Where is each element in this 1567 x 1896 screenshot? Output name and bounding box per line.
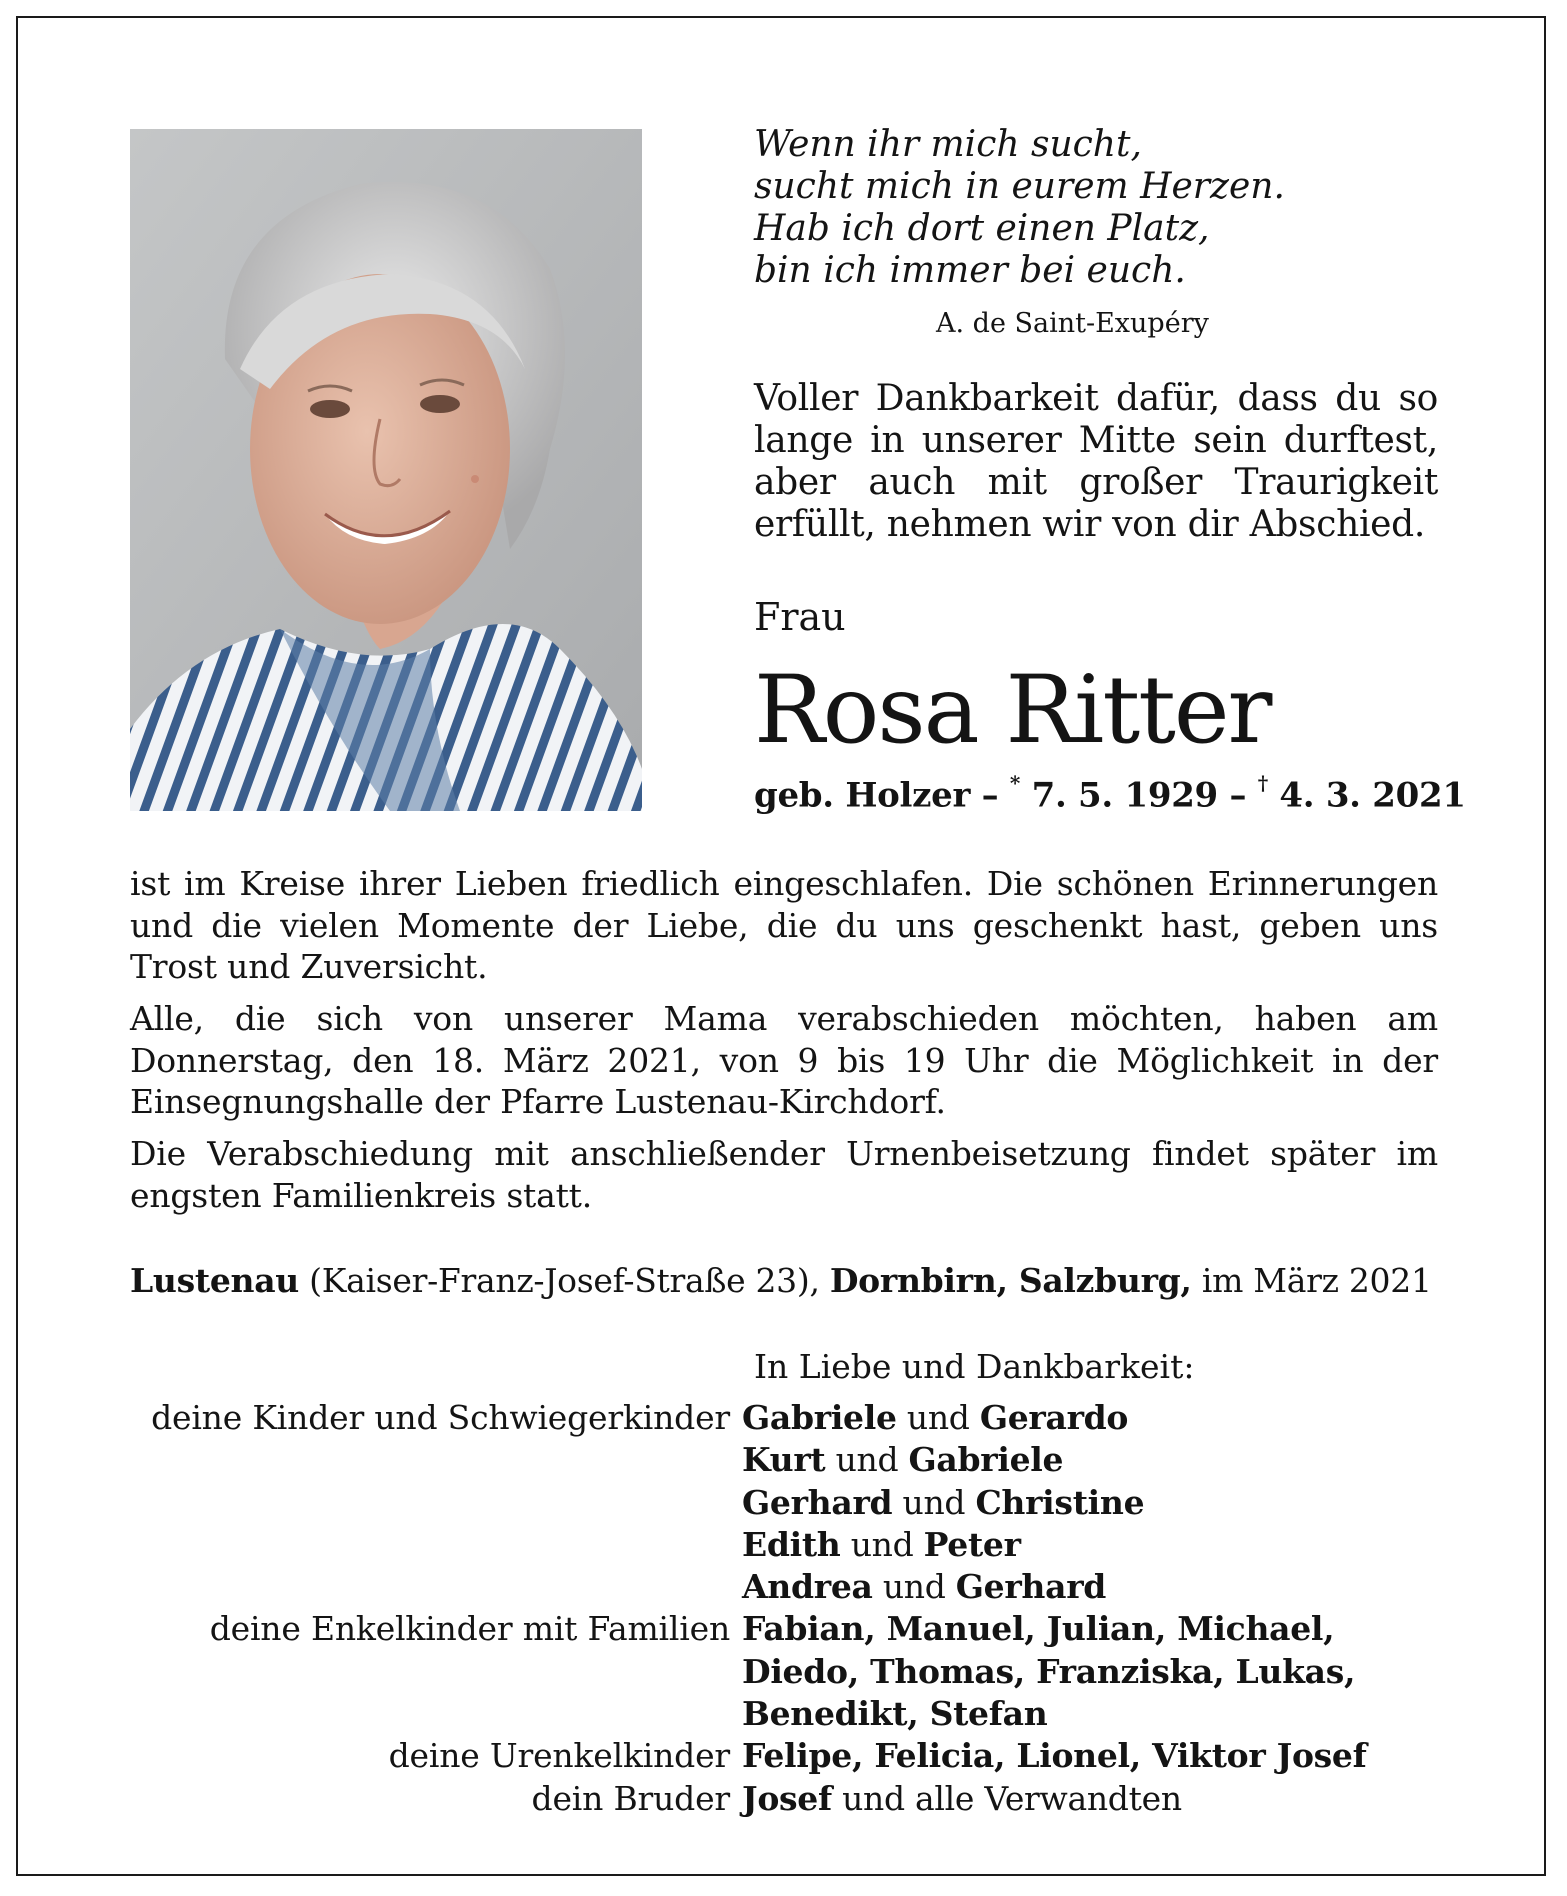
salutation: Frau bbox=[754, 595, 846, 639]
mourners-row bbox=[100, 1482, 1460, 1524]
poem bbox=[754, 124, 1438, 292]
relation-label: deine Urenkelkinder bbox=[388, 1736, 730, 1776]
paragraph-viewing: Alle, die sich von unserer Mama verabschieden möchten, haben am Donnerstag, den 18. März 2021, von 9 bis 19 Uhr die Möglichkeit in der Einsegnungshalle der Pfarre Lustenau-Kirchdorf. bbox=[130, 999, 1438, 1121]
location-date-line bbox=[130, 1261, 1438, 1300]
mourners-row bbox=[100, 1524, 1460, 1566]
portrait-illustration bbox=[130, 129, 642, 811]
poem-author: A. de Saint-Exupéry bbox=[936, 308, 1209, 339]
relation-label: deine Kinder und Schwiegerkinder bbox=[151, 1398, 730, 1437]
birth-symbol: * bbox=[1009, 771, 1021, 795]
mourners-row bbox=[100, 1566, 1460, 1608]
mourners-row bbox=[100, 1608, 1460, 1650]
great-grandchildren-names: Felipe, Felicia, Lionel, Viktor Josef bbox=[742, 1736, 1367, 1776]
deceased-name: Rosa Ritter bbox=[754, 656, 1271, 765]
mourners-row bbox=[100, 1651, 1460, 1693]
grandchildren-names: Diedo, Thomas, Franziska, Lukas, bbox=[742, 1651, 1356, 1691]
location-secondary: Dornbirn, Salzburg, bbox=[829, 1261, 1192, 1300]
mourners-row bbox=[100, 1778, 1460, 1820]
address: (Kaiser-Franz-Josef-Straße 23), bbox=[298, 1261, 830, 1300]
poem-line: sucht mich in eurem Herzen. bbox=[754, 166, 1285, 207]
paragraph-burial: Die Verabschiedung mit anschließender Urnenbeisetzung findet später im engsten Familienkreis statt. bbox=[130, 1134, 1438, 1215]
mourners-row bbox=[100, 1693, 1460, 1735]
grandchildren-names: Benedikt, Stefan bbox=[742, 1694, 1048, 1734]
poem-line: Wenn ihr mich sucht, bbox=[754, 124, 1142, 165]
poem-line: Hab ich dort einen Platz, bbox=[754, 208, 1210, 249]
relation-label: deine Enkelkinder mit Familien bbox=[209, 1609, 730, 1649]
poem-line: bin ich immer bei euch. bbox=[754, 250, 1186, 291]
couple-names: Kurt und Gabriele bbox=[742, 1440, 1064, 1480]
separator: – bbox=[1217, 775, 1258, 816]
closing-phrase: In Liebe und Dankbarkeit: bbox=[754, 1347, 1195, 1386]
mourners-row bbox=[100, 1397, 1460, 1439]
mourners-row bbox=[100, 1735, 1460, 1777]
gratitude-text: Voller Dankbarkeit dafür, dass du so lange in unserer Mitte sein durftest, aber auch mit großer Traurigkeit erfüllt, nehmen wir von dir Abschied. bbox=[754, 378, 1438, 545]
maiden-name: geb. Holzer bbox=[754, 775, 971, 816]
death-symbol: † bbox=[1257, 771, 1268, 795]
separator: – bbox=[970, 775, 1010, 816]
mourners-list bbox=[100, 1397, 1460, 1820]
couple-names: Gerhard und Christine bbox=[742, 1482, 1145, 1522]
birth-date: 7. 5. 1929 bbox=[1020, 775, 1218, 816]
couple-names: Edith und Peter bbox=[742, 1524, 1021, 1564]
life-dates bbox=[754, 771, 1466, 816]
death-date: 4. 3. 2021 bbox=[1267, 775, 1466, 816]
location-date: im März 2021 bbox=[1191, 1261, 1432, 1300]
paragraph-passing: ist im Kreise ihrer Lieben friedlich eingeschlafen. Die schönen Erinnerungen und die vielen Momente der Liebe, die du uns geschenkt hast, geben uns Trost und Zuversicht. bbox=[130, 864, 1438, 986]
grandchildren-names: Fabian, Manuel, Julian, Michael, bbox=[742, 1609, 1335, 1649]
brother-name: Josef und alle Verwandten bbox=[742, 1778, 1182, 1818]
relation-label: dein Bruder bbox=[531, 1778, 730, 1818]
couple-names: Gabriele und Gerardo bbox=[742, 1398, 1129, 1437]
mourners-row bbox=[100, 1439, 1460, 1481]
couple-names: Andrea und Gerhard bbox=[742, 1567, 1107, 1607]
location-primary: Lustenau bbox=[130, 1261, 299, 1300]
portrait-photo bbox=[130, 129, 642, 811]
